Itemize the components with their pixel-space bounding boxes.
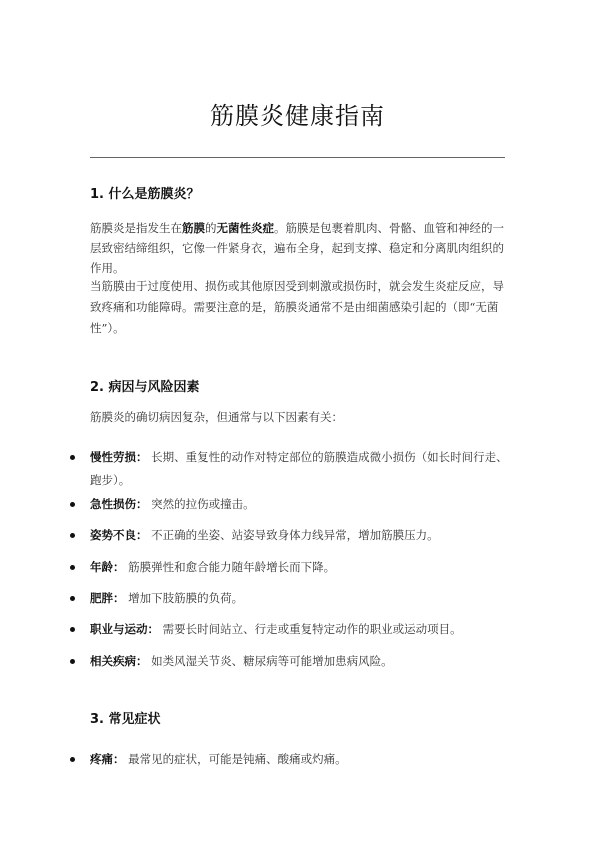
section-heading-3: 3. 常见症状: [90, 712, 161, 727]
section-heading-1: 1. 什么是筋膜炎？: [90, 187, 200, 202]
list-item: 急性损伤： 突然的拉伤或撞击。: [70, 493, 510, 516]
list-item: 姿势不良： 不正确的坐姿、站姿导致身体力线异常，增加筋膜压力。: [70, 524, 510, 547]
list-item: 年龄： 筋膜弹性和愈合能力随年龄增长而下降。: [70, 556, 510, 579]
bullet-icon: [70, 757, 75, 762]
bullet-icon: [70, 502, 75, 507]
section-heading-2: 2. 病因与风险因素: [90, 380, 200, 395]
list-item: 职业与运动： 需要长时间站立、行走或重复特定动作的职业或运动项目。: [70, 618, 510, 641]
page-title: 筋膜炎健康指南: [210, 102, 385, 130]
list-item: 肥胖： 增加下肢筋膜的负荷。: [70, 587, 510, 610]
list-item: 慢性劳损： 长期、重复性的动作对特定部位的筋膜造成微小损伤（如长时间行走、跑步）。: [70, 446, 510, 492]
bullet-icon: [70, 627, 75, 632]
section-1-paragraph-1: 筋膜炎是指发生在筋膜的无菌性炎症。筋膜是包裹着肌肉、骨骼、血管和神经的一层致密结缔组织，它像一件紧身衣，遍布全身，起到支撑、稳定和分离肌肉组织的作用。: [90, 221, 504, 275]
title-divider: [90, 157, 505, 158]
section-1-paragraph-2: 当筋膜由于过度使用、损伤或其他原因受到刺激或损伤时，就会发生炎症反应，导致疼痛和功能障碍。需要注意的是，筋膜炎通常不是由细菌感染引起的（即“无菌性”）。: [90, 279, 504, 335]
bold-term-fascia: 筋膜: [182, 221, 205, 235]
bold-term-aseptic-inflammation: 无菌性炎症: [216, 221, 274, 235]
section-2-intro: 筋膜炎的确切病因复杂，但通常与以下因素有关：: [90, 410, 343, 424]
bullet-icon: [70, 455, 75, 460]
bullet-icon: [70, 533, 75, 538]
bullet-icon: [70, 596, 75, 601]
bullet-icon: [70, 659, 75, 664]
list-item: 疼痛： 最常见的症状，可能是钝痛、酸痛或灼痛。: [70, 748, 510, 771]
list-item: 相关疾病： 如类风湿关节炎、糖尿病等可能增加患病风险。: [70, 650, 510, 673]
bullet-icon: [70, 565, 75, 570]
